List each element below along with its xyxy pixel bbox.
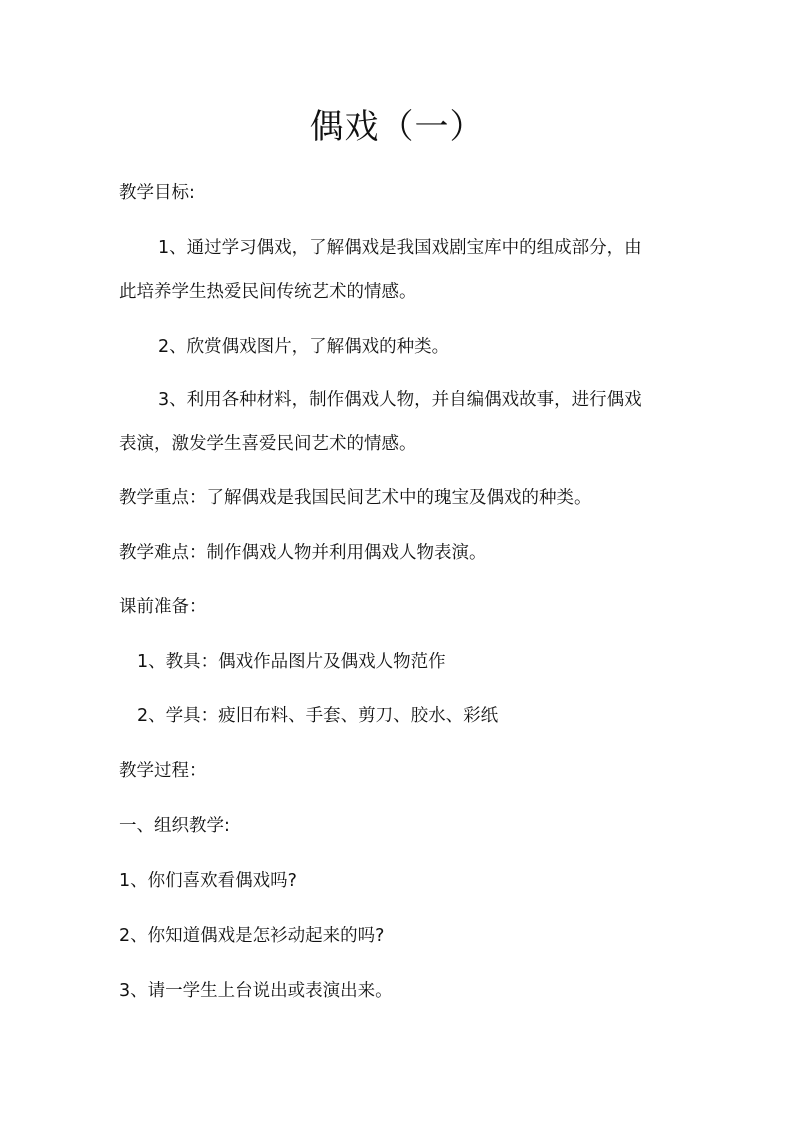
section-1-item-3: 3、请一学生上台说出或表演出来。 (119, 981, 393, 1001)
process-heading: 教学过程： (119, 761, 207, 781)
objective-3-line-1: 3、利用各种材料，制作偶戏人物，并自编偶戏故事，进行偶戏 (158, 390, 642, 410)
section-1-heading: 一、组织教学: (119, 816, 230, 836)
objective-1-line-2: 此培养学生热爱民间传统艺术的情感。 (119, 282, 417, 302)
objective-2: 2、欣赏偶戏图片，了解偶戏的种类。 (158, 337, 450, 357)
document-title: 偶戏（一） (309, 107, 485, 147)
difficulty: 教学难点：制作偶戏人物并利用偶戏人物表演。 (119, 543, 487, 563)
section-1-item-1: 1、你们喜欢看偶戏吗? (119, 871, 297, 891)
section-1-item-2: 2、你知道偶戏是怎衫动起来的吗? (119, 926, 385, 946)
preparation-teacher-tools: 1、教具：偶戏作品图片及偶戏人物范作 (137, 652, 446, 672)
objectives-heading: 教学目标: (119, 183, 195, 203)
preparation-student-tools: 2、学具：疲旧布料、手套、剪刀、胶水、彩纸 (137, 706, 499, 726)
objective-1-line-1: 1、通过学习偶戏，了解偶戏是我国戏剧宝库中的组成部分，由 (158, 238, 642, 258)
objective-3-line-2: 表演，激发学生喜爱民间艺术的情感。 (119, 434, 417, 454)
key-point: 教学重点：了解偶戏是我国民间艺术中的瑰宝及偶戏的种类。 (119, 488, 592, 508)
preparation-heading: 课前准备： (119, 597, 207, 617)
